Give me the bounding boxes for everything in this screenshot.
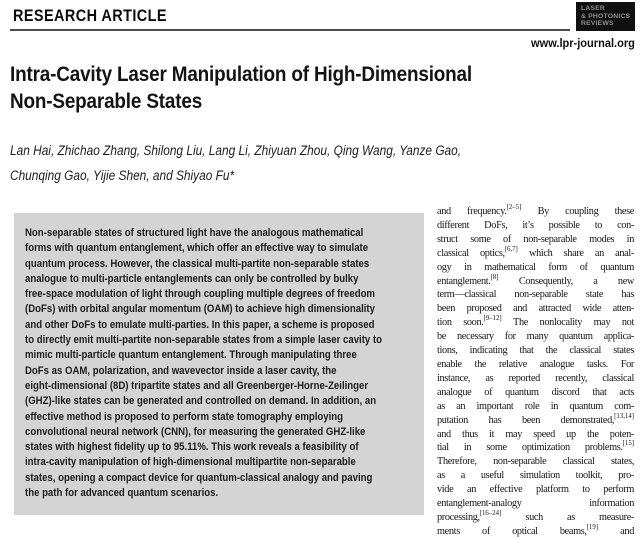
citation-superscript: [2–5] <box>506 203 522 211</box>
text-line: states with highest fidelity up to 95.11%. This work reveals a feasibility of <box>25 441 359 454</box>
text-line: be necessary for many quantum applica- <box>437 331 634 343</box>
text-line: putation has been demonstrated,[13,14] <box>437 412 634 426</box>
text-line: as an important role in quantum com- <box>437 400 634 412</box>
text-line: tions, indicating that the classical states <box>437 345 634 357</box>
header-divider-rule <box>10 29 570 31</box>
text-line: entanglement.[8] Consequently, a new <box>437 273 634 287</box>
text-line: Non-separable states of structured light have the analogous mathematical <box>25 227 364 239</box>
citation-superscript: [9–12] <box>483 315 502 323</box>
text-line: effective method is proposed to perform state tomography employing <box>25 410 343 423</box>
text-line: analogue of quantum discord that acts <box>437 386 634 398</box>
body-text-column <box>437 203 635 537</box>
text-line: to directly emit multi-partite non-separable states from a simple laser cavity to <box>25 334 382 347</box>
article-type-kicker: RESEARCH ARTICLE <box>13 6 167 25</box>
text-line: REVIEWS <box>581 20 614 28</box>
text-line: classical optics,[6,7] which share an anal- <box>437 245 634 259</box>
text-line: states, opening a compact device for quantum-classical analogy and paving <box>25 471 373 484</box>
text-line: intra-cavity manipulation of high-dimensional multipartite non-separable <box>25 456 356 469</box>
abstract-panel <box>14 213 424 515</box>
text-line: (GHZ)-like states can be generated and controlled on demand. In addition, an <box>25 395 377 408</box>
text-line: DoFs as OAM, polarization, and wavevector inside a laser cavity, the <box>25 364 337 377</box>
text-line: LASER <box>581 5 606 12</box>
text-line: and other DoFs to emulate multi-parties. In this paper, a scheme is proposed <box>25 318 375 331</box>
text-line: tial in some optimization problems.[15] <box>437 440 634 454</box>
text-line: Chunqing Gao, Yijie Shen, and Shiyao Fu* <box>10 168 235 183</box>
text-line: tion soon.[9–12] The nonlocality may not <box>437 315 634 329</box>
text-line: and thus it may speed up the poten- <box>437 428 634 440</box>
journal-url-link[interactable]: www.lpr-journal.org <box>531 36 635 50</box>
text-line: free-space modulation of light through coupling multiple degrees of freedom <box>25 288 375 301</box>
text-line: the path for advanced quantum scenarios. <box>25 487 219 500</box>
text-line: been proposed and attracted wide atten- <box>437 303 634 315</box>
text-line: Non-Separable States <box>10 89 203 113</box>
citation-superscript: [15] <box>622 440 634 448</box>
journal-logo <box>576 2 635 31</box>
article-title <box>10 61 634 115</box>
text-line: and frequency.[2–5] By coupling these <box>437 203 635 217</box>
text-line: term—classical non-separable state has <box>437 289 634 301</box>
text-line: analogue to multi-particle entanglements can only be controlled by bulky <box>25 272 359 285</box>
citation-superscript: [8] <box>490 273 499 281</box>
text-line: Intra-Cavity Laser Manipulation of High-Dimensional <box>10 62 472 86</box>
citation-superscript: [16–24] <box>479 509 502 517</box>
text-line: & PHOTONICS <box>581 12 631 20</box>
text-line: ogy in mathematical form of quantum <box>437 261 634 273</box>
text-line: mimic multi-particle quantum entanglement. Through manipulating three <box>25 349 357 362</box>
citation-superscript: [6,7] <box>504 245 518 253</box>
text-line: instance, as reported recently, classical <box>437 372 634 384</box>
text-line: (DoFs) with orbital angular momentum (OAM) to achieve high dimensionality <box>25 303 375 316</box>
text-line: Lan Hai, Zhichao Zhang, Shilong Liu, Lang Li, Zhiyuan Zhou, Qing Wang, Yanze Gao, <box>10 143 462 158</box>
text-line: processing,[16–24] such as measure- <box>437 509 634 523</box>
text-line: Therefore, non-separable classical states, <box>437 456 634 468</box>
citation-superscript: [13,14] <box>614 412 634 420</box>
author-list <box>10 138 634 188</box>
text-line: eight-dimensional (8D) tripartite states and all Greenberger-Horne-Zeilinger <box>25 379 369 392</box>
text-line: ments of optical beams,[19] and <box>437 523 634 537</box>
text-line: struct some of non-separable modes in <box>437 233 634 245</box>
text-line: quantum process. However, the classical multi-partite non-separable states <box>25 257 370 270</box>
text-line: different DoFs, it’s possible to con- <box>437 219 634 231</box>
text-line: vide an effective platform to perform <box>437 484 634 496</box>
citation-superscript: [19] <box>586 523 598 531</box>
text-line: as a useful simulation toolkit, pro- <box>437 470 634 482</box>
text-line: convolutional neural network (CNN), for measuring the generated GHZ-like <box>25 425 366 438</box>
text-line: forms with quantum entanglement, which offer an effective way to simulate <box>25 242 369 255</box>
text-line: enable the relative analogue tasks. For <box>437 358 634 370</box>
text-line: entanglement-analogy information <box>437 498 634 510</box>
